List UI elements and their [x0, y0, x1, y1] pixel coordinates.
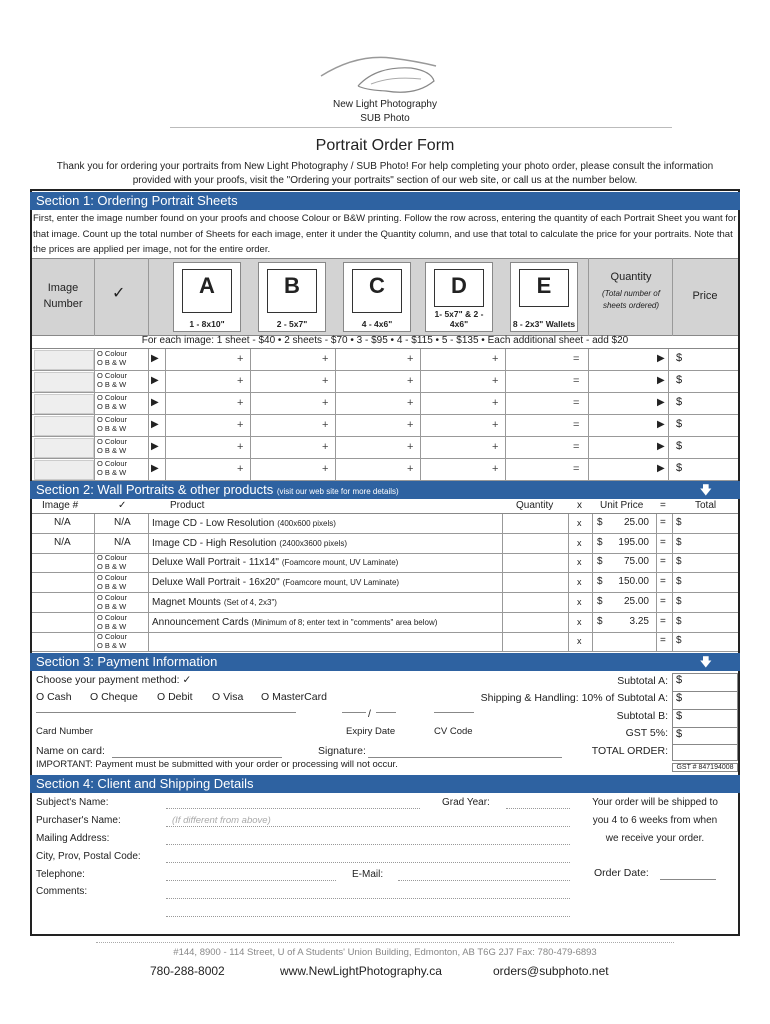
plus-sign: +: [322, 463, 329, 475]
purchaser-field[interactable]: [166, 826, 570, 827]
telephone-field[interactable]: [166, 880, 336, 881]
section2-header: Section 2: Wall Portraits & other products (visit our web site for more details) 🡇: [30, 481, 740, 499]
colour-bw-options[interactable]: O Colour O B & W: [97, 612, 128, 631]
name-on-card-field[interactable]: [112, 757, 282, 758]
company-logo: [316, 46, 456, 98]
colour-bw-options[interactable]: O Colour O B & W: [97, 459, 128, 477]
unit-price: 3.25: [629, 615, 649, 627]
page-title: Portrait Order Form: [315, 137, 455, 154]
shipping-label: Shipping & Handling: 10% of Subtotal A:: [480, 692, 668, 704]
order-date-label: Order Date:: [594, 867, 649, 879]
plus-sign: +: [237, 375, 244, 387]
footer-address: #144, 8900 - 114 Street, U of A Students' Union Building, Edmonton, AB T6G 2J7 Fax: 780-479-6893: [173, 947, 597, 958]
method-cheque[interactable]: O Cheque: [90, 691, 138, 703]
ship-note-2: you 4 to 6 weeks from when: [592, 815, 718, 826]
plus-sign: +: [492, 397, 499, 409]
payment-totals-box: [672, 673, 738, 761]
col-qty2: Quantity: [516, 500, 554, 511]
col-quantity-note: (Total number of sheets ordered): [602, 289, 660, 310]
product-name: Magnet Mounts (Set of 4, 2x3"): [152, 596, 277, 608]
total-field[interactable]: [673, 745, 737, 760]
sheet-d-tile: D 1- 5x7" & 2 - 4x6": [425, 262, 493, 332]
gst-field[interactable]: $: [673, 728, 737, 745]
product-row: O Colour O B & W Magnet Mounts (Set of 4, 2x3") x $ 25.00 = $: [32, 593, 738, 613]
expiry-label: Expiry Date: [346, 726, 396, 737]
pricing-line: For each image: 1 sheet - $40 • 2 sheets - $70 • 3 - $95 • 4 - $115 • 5 - $135 • Each additional sheet - add $20: [141, 335, 629, 346]
sheet-row: [32, 371, 738, 393]
expiry-year-field[interactable]: [376, 712, 396, 713]
down-arrow-icon: 🡇: [699, 483, 712, 497]
arrow-right-icon: ▶: [151, 397, 159, 408]
sheet-row: [32, 415, 738, 437]
important-note: IMPORTANT: Payment must be submitted with your order or processing will not occur.: [36, 759, 398, 770]
ship-note-1: Your order will be shipped to: [592, 797, 718, 808]
col-check: ✓: [112, 285, 126, 302]
unit-price: 25.00: [623, 595, 649, 607]
city-label: City, Prov, Postal Code:: [36, 851, 141, 862]
section4-header: Section 4: Client and Shipping Details: [30, 775, 740, 793]
image-number-field[interactable]: [34, 460, 94, 480]
mailing-label: Mailing Address:: [36, 833, 110, 844]
image-number-field[interactable]: [34, 394, 94, 414]
equals-sign: =: [573, 441, 580, 453]
arrow-right-icon: ▶: [657, 441, 665, 452]
col-check2: ✓: [118, 500, 127, 511]
plus-sign: +: [237, 441, 244, 453]
product-name: Image CD - High Resolution (2400x3600 pixels): [152, 537, 348, 549]
comments-field-1[interactable]: [166, 898, 570, 899]
arrow-right-icon: ▶: [151, 353, 159, 364]
company-name: New Light Photography: [333, 99, 437, 110]
image-number-field[interactable]: [34, 350, 94, 370]
product-name: Announcement Cards (Minimum of 8; enter text in "comments" area below): [152, 616, 438, 628]
arrow-right-icon: ▶: [657, 397, 665, 408]
image-number-field[interactable]: [34, 438, 94, 458]
plus-sign: +: [407, 441, 414, 453]
method-mastercard[interactable]: O MasterCard: [261, 691, 327, 703]
product-row: N/A N/A Image CD - High Resolution (2400x3600 pixels) x $ 195.00 = $: [32, 534, 738, 554]
colour-bw-options[interactable]: O Colour O B & W: [97, 437, 128, 455]
product-name: Image CD - Low Resolution (400x600 pixels): [152, 518, 336, 529]
plus-sign: +: [407, 463, 414, 475]
arrow-right-icon: ▶: [657, 419, 665, 430]
unit-price: 75.00: [623, 556, 649, 568]
plus-sign: +: [492, 441, 499, 453]
col-total: Total: [695, 500, 717, 511]
unit-price: 195.00: [618, 536, 649, 548]
order-date-field[interactable]: [660, 879, 716, 880]
plus-sign: +: [237, 353, 244, 365]
equals-sign: =: [573, 463, 580, 475]
plus-sign: +: [492, 419, 499, 431]
equals-sign: =: [573, 397, 580, 409]
email-label: E-Mail:: [352, 869, 384, 880]
colour-bw-options[interactable]: O Colour O B & W: [97, 349, 128, 367]
total-field[interactable]: $: [676, 556, 682, 568]
price-field[interactable]: $: [676, 374, 683, 386]
gst-number: GST # 847194008: [672, 763, 738, 772]
equals-sign: =: [573, 375, 580, 387]
colour-bw-options[interactable]: O Colour O B & W: [97, 393, 128, 411]
footer-phone: 780-288-8002: [150, 964, 225, 978]
colour-bw-options[interactable]: O Colour O B & W: [97, 592, 128, 611]
plus-sign: +: [407, 419, 414, 431]
col-eq: =: [660, 500, 666, 511]
subject-label: Subject's Name:: [36, 797, 109, 808]
product-row: O Colour O B & W Announcement Cards (Minimum of 8; enter text in "comments" area below) x $ 3.25 = $: [32, 613, 738, 633]
arrow-right-icon: ▶: [151, 441, 159, 452]
payment-choose: Choose your payment method: ✓: [36, 674, 192, 686]
unit-price: 25.00: [623, 517, 649, 528]
product-row: O Colour O B & W x = $: [32, 632, 738, 652]
grad-field[interactable]: [506, 808, 570, 809]
card-number-field[interactable]: [36, 712, 296, 713]
plus-sign: +: [492, 463, 499, 475]
section1-title: Section 1: Ordering Portrait Sheets: [36, 193, 238, 208]
sheet-e-tile: E 8 - 2x3" Wallets: [510, 262, 578, 332]
cvc-label: CV Code: [434, 726, 473, 737]
company-sub: SUB Photo: [360, 113, 410, 124]
cvc-field[interactable]: [434, 712, 474, 713]
plus-sign: +: [322, 441, 329, 453]
col-image-num: Image #: [42, 500, 79, 511]
sheet-row: [32, 459, 738, 481]
col-product: Product: [170, 500, 205, 511]
sheet-row: [32, 393, 738, 415]
image-number-field[interactable]: [34, 372, 94, 392]
signature-label: Signature:: [318, 745, 366, 757]
plus-sign: +: [322, 397, 329, 409]
plus-sign: +: [237, 419, 244, 431]
method-cash[interactable]: O Cash: [36, 691, 72, 703]
col-image-number: Image Number: [43, 282, 83, 310]
email-field[interactable]: [398, 880, 570, 881]
arrow-right-icon: ▶: [151, 419, 159, 430]
product-row: O Colour O B & W Deluxe Wall Portrait - 11x14" (Foamcore mount, UV Laminate) x $ 75.00 = $: [32, 553, 738, 573]
total-field[interactable]: $: [676, 635, 682, 647]
arrow-right-icon: ▶: [657, 375, 665, 386]
plus-sign: +: [492, 375, 499, 387]
col-price: Price: [692, 290, 718, 302]
divider: [170, 127, 672, 128]
section1-header: [30, 192, 740, 210]
comments-label: Comments:: [36, 886, 88, 897]
plus-sign: +: [492, 353, 499, 365]
total-field[interactable]: $: [676, 517, 682, 528]
plus-sign: +: [237, 463, 244, 475]
total-field[interactable]: $: [676, 595, 682, 607]
colour-bw-options[interactable]: O Colour O B & W: [97, 573, 128, 592]
telephone-label: Telephone:: [36, 869, 85, 880]
city-field[interactable]: [166, 862, 570, 863]
name-on-card-label: Name on card:: [36, 745, 105, 757]
purchaser-placeholder: (If different from above): [172, 815, 271, 826]
arrow-right-icon: ▶: [657, 353, 665, 364]
plus-sign: +: [322, 419, 329, 431]
price-field[interactable]: $: [676, 418, 683, 430]
grad-label: Grad Year:: [442, 797, 490, 808]
plus-sign: +: [322, 353, 329, 365]
colour-bw-options[interactable]: O Colour O B & W: [97, 632, 128, 651]
total-field[interactable]: $: [676, 615, 682, 627]
equals-sign: =: [573, 353, 580, 365]
section3-header: Section 3: Payment Information 🡇: [30, 653, 740, 671]
method-visa[interactable]: O Visa: [212, 691, 244, 703]
subtotal-a-field[interactable]: $: [673, 674, 737, 692]
total-field[interactable]: $: [676, 536, 682, 548]
price-field[interactable]: $: [676, 352, 683, 364]
colour-bw-options[interactable]: O Colour O B & W: [97, 415, 128, 433]
product-row: N/A N/A Image CD - Low Resolution (400x600 pixels) x $ 25.00 = $: [32, 514, 738, 534]
arrow-right-icon: ▶: [151, 375, 159, 386]
ship-note-3: we receive your order.: [605, 833, 705, 844]
comments-field-2[interactable]: [166, 916, 570, 917]
total-field[interactable]: $: [676, 576, 682, 588]
image-number-field[interactable]: [34, 416, 94, 436]
signature-field[interactable]: [368, 757, 562, 758]
product-name: Deluxe Wall Portrait - 11x14" (Foamcore mount, UV Laminate): [152, 557, 399, 569]
sheet-row: [32, 349, 738, 371]
col-unit-price: Unit Price: [600, 500, 644, 511]
card-number-label: Card Number: [36, 726, 94, 737]
arrow-right-icon: ▶: [151, 463, 159, 474]
shipping-field[interactable]: $: [673, 692, 737, 710]
sheet-a-tile: A 1 - 8x10": [173, 262, 241, 332]
section1-instructions: First, enter the image number found on your proofs and choose Colour or B&W printing. Follow the row across, entering the quantity of each Portrait Sheet you want for that image. Count up the total number of Sheets for each image, enter it under the Quantity column, and use that total to calculate the price for your portraits. Note that the prices are applied per image, not for the entire order.: [33, 213, 737, 255]
plus-sign: +: [407, 375, 414, 387]
product-row: O Colour O B & W Deluxe Wall Portrait - 16x20" (Foamcore mount, UV Laminate) x $ 150.00 = $: [32, 573, 738, 593]
arrow-right-icon: ▶: [657, 463, 665, 474]
price-field[interactable]: $: [676, 396, 683, 408]
product-name: Deluxe Wall Portrait - 16x20" (Foamcore mount, UV Laminate): [152, 577, 400, 589]
purchaser-label: Purchaser's Name:: [36, 815, 121, 826]
col-quantity: Quantity: [610, 271, 652, 283]
subtotal-b-label: Subtotal B:: [616, 710, 668, 722]
total-label: TOTAL ORDER:: [591, 745, 668, 757]
equals-sign: =: [573, 419, 580, 431]
price-field[interactable]: $: [676, 440, 683, 452]
expiry-month-field[interactable]: [342, 712, 366, 713]
subject-field[interactable]: [166, 808, 420, 809]
colour-bw-options[interactable]: O Colour O B & W: [97, 553, 128, 572]
sheet-c-tile: C 4 - 4x6": [343, 262, 411, 332]
mailing-field[interactable]: [166, 844, 570, 845]
unit-price: 150.00: [618, 576, 649, 588]
colour-bw-options[interactable]: O Colour O B & W: [97, 371, 128, 389]
sheet-b-tile: B 2 - 5x7": [258, 262, 326, 332]
footer-email[interactable]: orders@subphoto.net: [493, 964, 609, 978]
plus-sign: +: [237, 397, 244, 409]
col-x: x: [577, 500, 582, 511]
plus-sign: +: [322, 375, 329, 387]
sheet-row: [32, 437, 738, 459]
subtotal-a-label: Subtotal A:: [617, 675, 668, 687]
intro-text: Thank you for ordering your portraits from New Light Photography / SUB Photo! For help completing your photo order, please consult the information provided with your proofs, visit the "Ordering your portraits" section of our web site, or call us at the number below.: [56, 161, 714, 186]
down-arrow-icon: 🡇: [699, 655, 712, 669]
method-debit[interactable]: O Debit: [157, 691, 193, 703]
subtotal-b-field[interactable]: $: [673, 710, 737, 728]
gst-label: GST 5%:: [625, 727, 668, 739]
footer-web[interactable]: www.NewLightPhotography.ca: [280, 964, 442, 978]
price-field[interactable]: $: [676, 462, 683, 474]
plus-sign: +: [407, 397, 414, 409]
plus-sign: +: [407, 353, 414, 365]
